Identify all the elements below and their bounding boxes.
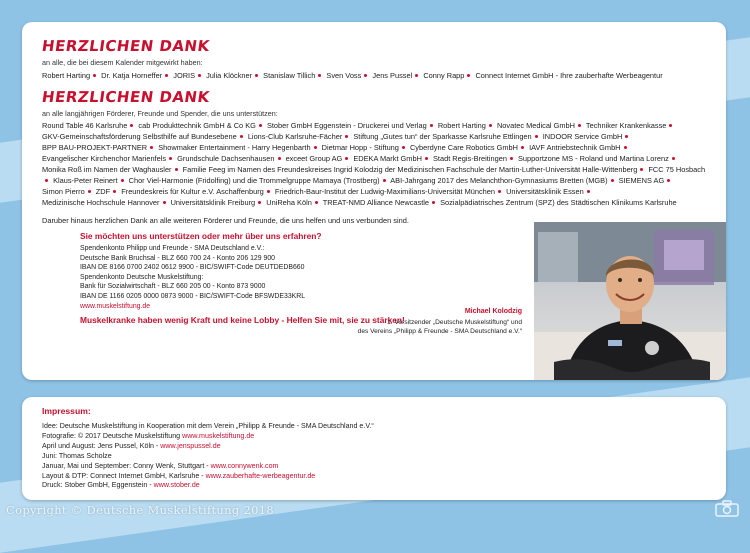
bank-line: Deutsche Bank Bruchsal - BLZ 660 700 24 - Konto 206 129 900 — [80, 254, 275, 262]
name-item: Stiftung „Gutes tun“ der Sparkasse Karlsruhe Ettlingen — [353, 132, 532, 141]
name-item: Showmaker Entertainment - Harry Hegenbarth — [158, 143, 311, 152]
name-item: Universitätsklinik Essen — [506, 187, 584, 196]
impressum-card — [22, 397, 726, 500]
bullet-dot-icon — [364, 74, 367, 77]
name-item: Klaus-Peter Reinert — [53, 176, 118, 185]
bullet-dot-icon — [255, 74, 258, 77]
impressum-label: Januar, Mai und September: Conny Wenk, Stuttgart - — [42, 461, 211, 470]
signature-block — [358, 308, 522, 336]
stober-link[interactable]: www.stober.de — [153, 481, 200, 490]
impressum-title: Impressum: — [42, 406, 91, 416]
bullet-dot-icon — [175, 168, 178, 171]
bullet-dot-icon — [467, 74, 470, 77]
bullet-dot-icon — [578, 124, 581, 127]
portrait-photo — [534, 222, 726, 380]
bank-line: Spendenkonto Deutsche Muskelstiftung: — [80, 273, 204, 281]
name-item: UniReha Köln — [266, 198, 312, 207]
bullet-dot-icon — [93, 74, 96, 77]
bullet-dot-icon — [402, 146, 405, 149]
name-item: INDOOR Service GmbH — [542, 132, 623, 141]
bank-line: IBAN DE 1166 0205 0000 0873 9000 - BIC/SWIFT-Code BFSWDE33KRL — [80, 292, 306, 300]
impressum-text — [42, 422, 374, 491]
thanks-subtitle-contributors: an alle, die bei diesem Kalender mitgewirkt haben: — [42, 58, 203, 67]
name-item: Julia Klöckner — [206, 71, 253, 80]
bullet-dot-icon — [165, 74, 168, 77]
slogan: Muskelkranke haben wenig Kraft und keine Lobby - Helfen Sie mit, sie zu stärken! — [80, 315, 405, 326]
bullet-dot-icon — [669, 124, 672, 127]
name-item: Sozialpädiatrisches Zentrum (SPZ) des Städtischen Klinikums Karlsruhe — [440, 198, 677, 207]
name-item: cab Produkttechnik GmbH & Co KG — [138, 121, 256, 130]
thanks-heading-supporters: HERZLICHEN DANK — [40, 88, 211, 106]
bullet-dot-icon — [415, 74, 418, 77]
impressum-line — [42, 432, 374, 442]
bullet-dot-icon — [318, 74, 321, 77]
name-item: Evangelischer Kirchenchor Marienfels — [42, 154, 167, 163]
copyright-watermark: Copyright © Deutsche Muskelstiftung 2018 — [6, 503, 274, 517]
impressum-line — [42, 442, 374, 452]
bank-line: Spendenkonto Philipp und Freunde - SMA Deutschland e.V.: — [80, 245, 265, 252]
name-item: Techniker Krankenkasse — [585, 121, 667, 130]
name-item: BPP BAU-PROJEKT-PARTNER — [42, 143, 148, 152]
name-item: Lions-Club Karlsruhe-Fächer — [247, 132, 343, 141]
bullet-dot-icon — [259, 124, 262, 127]
supporters-list — [42, 120, 712, 208]
connywenk-link[interactable]: www.connywenk.com — [210, 461, 279, 470]
thanks-card — [22, 22, 726, 380]
bullet-dot-icon — [278, 157, 281, 160]
name-item: Stanislaw Tillich — [263, 71, 316, 80]
bullet-dot-icon — [130, 124, 133, 127]
name-item: Friedrich-Baur-Institut der Ludwig-Maximilians-Universität München — [274, 187, 495, 196]
bullet-dot-icon — [672, 157, 675, 160]
donation-question: Sie möchten uns unterstützen oder mehr über uns erfahren? — [80, 231, 322, 241]
thanks-heading-contributors: HERZLICHEN DANK — [40, 37, 211, 55]
name-item: FCC 75 Hosbach — [648, 165, 706, 174]
name-item: Supportzone MS - Roland und Martina Lorenz — [518, 154, 669, 163]
name-item: TREAT-NMD Alliance Newcastle — [322, 198, 429, 207]
bullet-dot-icon — [240, 135, 243, 138]
signer-role: des Vereins „Philipp & Freunde - SMA Deutschland e.V.“ — [357, 327, 522, 335]
signer-role: 1. Vorsitzender „Deutsche Muskelstiftung“ und — [387, 318, 522, 326]
bullet-dot-icon — [113, 190, 116, 193]
bank-line: IBAN DE 8166 0700 2402 0612 9900 - BIC/SWIFT-Code DEUTDEDB660 — [80, 264, 305, 272]
name-item: Medizinische Hochschule Hannover — [42, 198, 160, 207]
bullet-dot-icon — [345, 157, 348, 160]
impressum-label: April und August: Jens Pussel, Köln - — [42, 441, 161, 450]
bullet-dot-icon — [345, 135, 348, 138]
name-item: Jens Pussel — [372, 71, 413, 80]
camera-icon — [715, 500, 739, 517]
bullet-dot-icon — [314, 146, 317, 149]
impressum-line — [42, 462, 374, 472]
bullet-dot-icon — [383, 179, 386, 182]
impressum-line — [42, 481, 374, 491]
name-item: Dr. Katja Horneffer — [101, 71, 163, 80]
name-item: Sven Voss — [326, 71, 362, 80]
name-item: ZDF — [95, 187, 111, 196]
bullet-dot-icon — [667, 179, 670, 182]
bullet-dot-icon — [267, 190, 270, 193]
bullet-dot-icon — [198, 74, 201, 77]
name-item: Robert Harting — [42, 71, 91, 80]
bullet-dot-icon — [611, 179, 614, 182]
werbeagentur-link[interactable]: www.zauberhafte-werbeagentur.de — [205, 471, 316, 480]
muskelstiftung-link[interactable]: www.muskelstiftung.de — [182, 431, 255, 440]
name-item: Universitätsklinik Freiburg — [170, 198, 256, 207]
thanks-subtitle-supporters: an alle langjährigen Förderer, Freunde und Spender, die uns unterstützen: — [42, 109, 278, 118]
name-item: Stober GmbH Eggenstein - Druckerei und Verlag — [266, 121, 427, 130]
name-item: Dietmar Hopp - Stiftung — [321, 143, 399, 152]
impressum-line — [42, 472, 374, 482]
bullet-dot-icon — [587, 190, 590, 193]
name-item: JORIS — [173, 71, 196, 80]
name-item: Chor Viel-Harmonie (Fridolfing) und die Trommelgruppe Mamaya (Trostberg) — [128, 176, 380, 185]
name-item: Familie Feeg im Namen des Freundeskreises Ingrid Kolodzig der Medizinischen Fachschule der Martin-Luther-Universität Halle-Wittenberg — [182, 165, 638, 174]
name-item: GKV-Gemeinschaftsförderung Selbsthilfe auf Bundesebene — [42, 132, 237, 141]
bullet-dot-icon — [163, 201, 166, 204]
impressum-line: Idee: Deutsche Muskelstiftung in Kooperation mit dem Verein „Philipp & Freunde - SMA Deutschland e.V.“ — [42, 422, 374, 430]
portrait-illustration — [534, 222, 726, 380]
jenspussel-link[interactable]: www.jenspussel.de — [160, 441, 221, 450]
name-item: Novatec Medical GmbH — [496, 121, 575, 130]
name-item: Connect Internet GmbH - Ihre zauberhafte Werbeagentur — [475, 71, 663, 80]
bullet-dot-icon — [625, 135, 628, 138]
impressum-label: Fotografie: © 2017 Deutsche Muskelstiftung — [42, 431, 183, 440]
impressum-line: Juni: Thomas Scholze — [42, 451, 112, 460]
name-item: Stadt Regis-Breitingen — [432, 154, 507, 163]
bullet-dot-icon — [521, 146, 524, 149]
name-item: Grundschule Dachsenhausen — [177, 154, 275, 163]
impressum-label: Druck: Stober GmbH, Eggenstein - — [42, 481, 154, 490]
bullet-dot-icon — [535, 135, 538, 138]
bullet-dot-icon — [258, 201, 261, 204]
bullet-dot-icon — [432, 201, 435, 204]
name-item: Simon Pierro — [42, 187, 85, 196]
bullet-dot-icon — [624, 146, 627, 149]
bullet-dot-icon — [430, 124, 433, 127]
name-item: ABI-Jahrgang 2017 des Melanchthon-Gymnasiums Bretten (MGB) — [390, 176, 608, 185]
closing-text: Daruber hinaus herzlichen Dank an alle weiteren Förderer und Freunde, die uns helfen und uns verbunden sind. — [42, 216, 409, 225]
name-item: EDEKA Markt GmbH — [353, 154, 422, 163]
name-item: Conny Rapp — [423, 71, 465, 80]
bullet-dot-icon — [121, 179, 124, 182]
bullet-dot-icon — [498, 190, 501, 193]
bullet-dot-icon — [150, 146, 153, 149]
signer-name: Michael Kolodzig — [464, 308, 522, 315]
bullet-dot-icon — [315, 201, 318, 204]
contributors-list — [42, 70, 712, 81]
name-item: Cyberdyne Care Robotics GmbH — [409, 143, 518, 152]
name-item: Robert Harting — [437, 121, 486, 130]
name-item: IAVF Antriebstechnik GmbH — [529, 143, 621, 152]
bullet-dot-icon — [169, 157, 172, 160]
name-item: Monika Roß im Namen der Waghausler — [42, 165, 172, 174]
bank-line: Bank für Sozialwirtschaft - BLZ 660 205 00 - Konto 873 9000 — [80, 283, 266, 291]
bullet-dot-icon — [45, 179, 48, 182]
website-link[interactable]: www.muskelstiftung.de — [80, 302, 151, 310]
bullet-dot-icon — [489, 124, 492, 127]
bullet-dot-icon — [510, 157, 513, 160]
name-item: Round Table 46 Karlsruhe — [42, 121, 128, 130]
name-item: SIEMENS AG — [618, 176, 665, 185]
bullet-dot-icon — [88, 190, 91, 193]
name-item: exceet Group AG — [285, 154, 343, 163]
bullet-dot-icon — [640, 168, 643, 171]
impressum-label: Layout & DTP: Connect Internet GmbH, Karlsruhe - — [42, 471, 206, 480]
name-item: Freundeskreis für Kultur e.V. Aschaffenburg — [121, 187, 264, 196]
bullet-dot-icon — [425, 157, 428, 160]
